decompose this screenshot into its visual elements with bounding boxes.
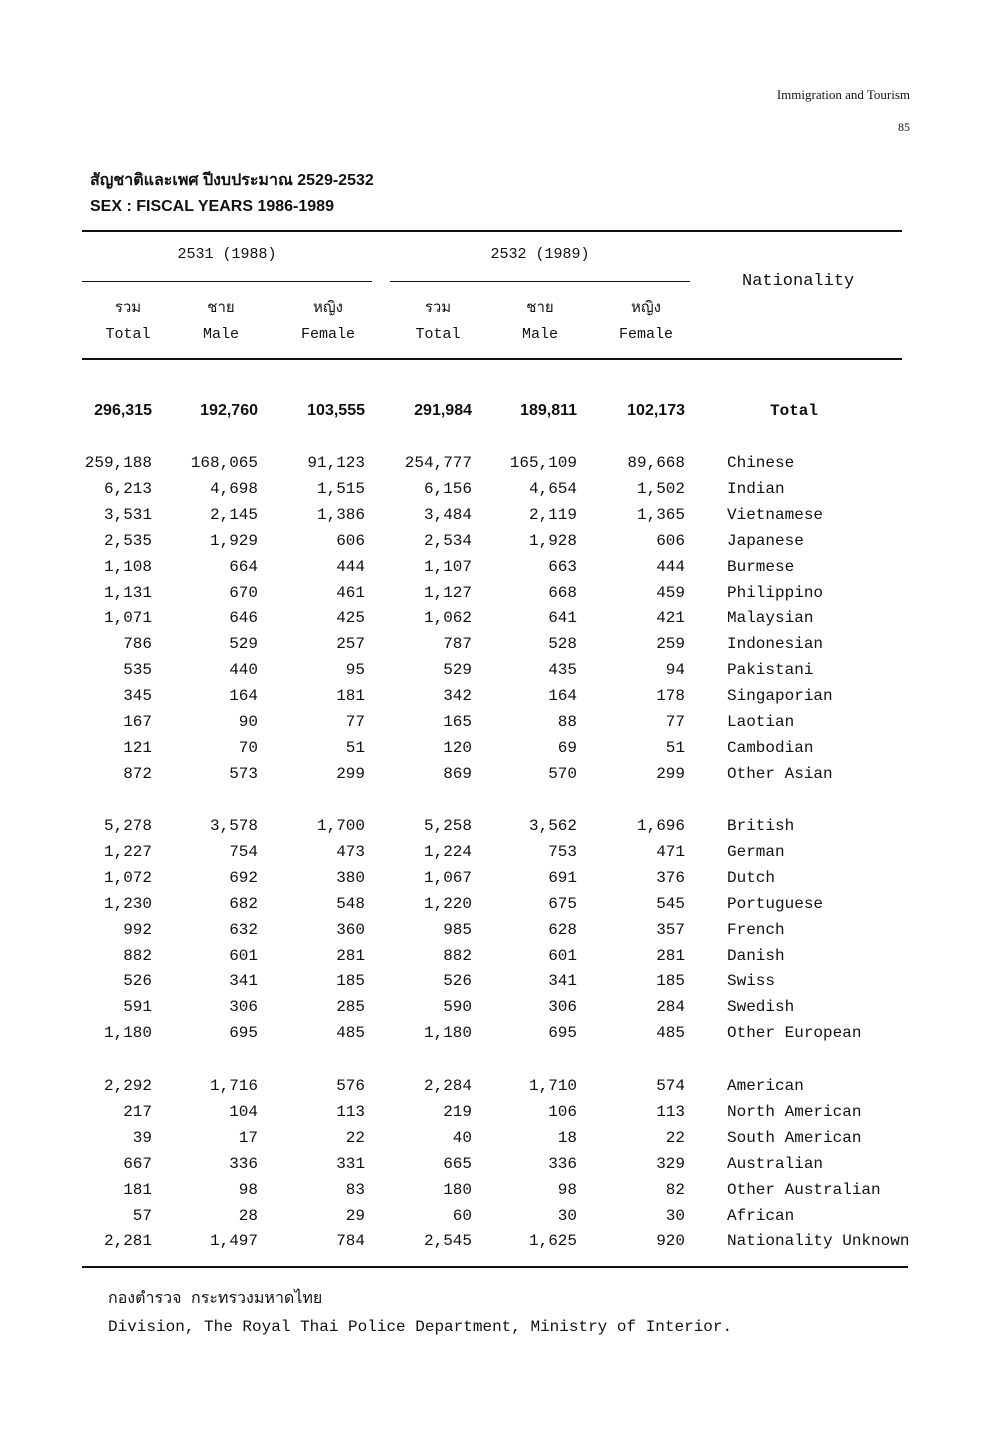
column-header-thai: ชาย bbox=[207, 300, 235, 317]
value-cell: 51 bbox=[345, 739, 365, 757]
value-cell: 192,760 bbox=[200, 402, 258, 419]
value-cell: 98 bbox=[557, 1181, 577, 1199]
value-cell: 2,545 bbox=[423, 1232, 472, 1250]
value-cell: 753 bbox=[548, 843, 577, 861]
value-cell: 164 bbox=[229, 687, 258, 705]
value-cell: 168,065 bbox=[190, 454, 258, 472]
value-cell: 1,127 bbox=[423, 584, 472, 602]
value-cell: 341 bbox=[229, 972, 258, 990]
value-cell: 2,534 bbox=[423, 532, 472, 550]
page-header bbox=[777, 86, 910, 136]
value-cell: 1,071 bbox=[103, 609, 152, 627]
table-row bbox=[0, 580, 990, 606]
value-cell: 473 bbox=[336, 843, 365, 861]
value-cell: 6,156 bbox=[423, 480, 472, 498]
value-cell: 882 bbox=[443, 947, 472, 965]
nationality-label: Swiss bbox=[727, 972, 776, 990]
table-title bbox=[90, 168, 374, 220]
year-rule-1989 bbox=[390, 281, 690, 282]
source-thai: กองตำรวจ กระทรวงมหาดไทย bbox=[108, 1290, 323, 1308]
value-cell: 254,777 bbox=[404, 454, 472, 472]
value-cell: 591 bbox=[123, 998, 152, 1016]
value-cell: 102,173 bbox=[627, 402, 685, 419]
page-number: 85 bbox=[898, 120, 910, 134]
value-cell: 185 bbox=[656, 972, 685, 990]
column-header-english: Total bbox=[105, 326, 151, 343]
table-row bbox=[0, 968, 990, 994]
value-cell: 30 bbox=[557, 1207, 577, 1225]
value-cell: 306 bbox=[229, 998, 258, 1016]
value-cell: 181 bbox=[123, 1181, 152, 1199]
column-header-thai: หญิง bbox=[631, 300, 661, 317]
top-rule bbox=[82, 230, 902, 232]
value-cell: 165 bbox=[443, 713, 472, 731]
nationality-label: German bbox=[727, 843, 785, 861]
table-row bbox=[0, 1177, 990, 1203]
value-cell: 664 bbox=[229, 558, 258, 576]
table-row bbox=[0, 735, 990, 761]
source-note bbox=[108, 1285, 732, 1341]
value-cell: 106 bbox=[548, 1103, 577, 1121]
value-cell: 545 bbox=[656, 895, 685, 913]
nationality-label: Swedish bbox=[727, 998, 795, 1016]
table-row bbox=[0, 1073, 990, 1099]
value-cell: 2,292 bbox=[103, 1077, 152, 1095]
value-cell: 2,119 bbox=[528, 506, 577, 524]
column-header-0 bbox=[83, 296, 173, 348]
nationality-label: Japanese bbox=[727, 532, 804, 550]
value-cell: 548 bbox=[336, 895, 365, 913]
value-cell: 1,062 bbox=[423, 609, 472, 627]
value-cell: 461 bbox=[336, 584, 365, 602]
nationality-label: Dutch bbox=[727, 869, 776, 887]
value-cell: 471 bbox=[656, 843, 685, 861]
value-cell: 1,227 bbox=[103, 843, 152, 861]
table-row bbox=[0, 1020, 990, 1046]
value-cell: 1,067 bbox=[423, 869, 472, 887]
value-cell: 3,531 bbox=[103, 506, 152, 524]
value-cell: 329 bbox=[656, 1155, 685, 1173]
table-row bbox=[0, 450, 990, 476]
value-cell: 1,107 bbox=[423, 558, 472, 576]
value-cell: 526 bbox=[443, 972, 472, 990]
value-cell: 83 bbox=[345, 1181, 365, 1199]
value-cell: 22 bbox=[345, 1129, 365, 1147]
table-row bbox=[0, 709, 990, 735]
column-header-english: Male bbox=[202, 326, 239, 343]
value-cell: 69 bbox=[557, 739, 577, 757]
value-cell: 28 bbox=[238, 1207, 258, 1225]
table-row bbox=[0, 1228, 990, 1254]
nationality-label: Vietnamese bbox=[727, 506, 824, 524]
table-row bbox=[0, 917, 990, 943]
table-row bbox=[0, 476, 990, 502]
value-cell: 336 bbox=[229, 1155, 258, 1173]
value-cell: 3,578 bbox=[209, 817, 258, 835]
value-cell: 167 bbox=[123, 713, 152, 731]
value-cell: 189,811 bbox=[520, 402, 577, 419]
value-cell: 574 bbox=[656, 1077, 685, 1095]
value-cell: 570 bbox=[548, 765, 577, 783]
nationality-header: Nationality bbox=[742, 272, 855, 291]
nationality-label: Portuguese bbox=[727, 895, 824, 913]
value-cell: 3,484 bbox=[423, 506, 472, 524]
value-cell: 281 bbox=[656, 947, 685, 965]
value-cell: 695 bbox=[548, 1024, 577, 1042]
nationality-label: Singaporian bbox=[727, 687, 833, 705]
value-cell: 299 bbox=[656, 765, 685, 783]
value-cell: 459 bbox=[656, 584, 685, 602]
value-cell: 606 bbox=[336, 532, 365, 550]
value-cell: 30 bbox=[665, 1207, 685, 1225]
value-cell: 104 bbox=[229, 1103, 258, 1121]
header-bottom-rule bbox=[82, 358, 902, 360]
value-cell: 682 bbox=[229, 895, 258, 913]
value-cell: 77 bbox=[665, 713, 685, 731]
value-cell: 1,131 bbox=[103, 584, 152, 602]
title-thai: สัญชาติและเพศ ปีงบประมาณ 2529-2532 bbox=[90, 172, 374, 189]
table-row bbox=[0, 994, 990, 1020]
year-header-1988: 2531 (1988) bbox=[177, 246, 277, 263]
value-cell: 663 bbox=[548, 558, 577, 576]
value-cell: 181 bbox=[336, 687, 365, 705]
value-cell: 1,716 bbox=[209, 1077, 258, 1095]
value-cell: 103,555 bbox=[307, 402, 365, 419]
value-cell: 1,625 bbox=[528, 1232, 577, 1250]
value-cell: 692 bbox=[229, 869, 258, 887]
nationality-label: North American bbox=[727, 1103, 862, 1121]
value-cell: 1,180 bbox=[103, 1024, 152, 1042]
column-header-thai: หญิง bbox=[313, 300, 343, 317]
nationality-label: Indonesian bbox=[727, 635, 824, 653]
nationality-label: Other Asian bbox=[727, 765, 833, 783]
value-cell: 601 bbox=[548, 947, 577, 965]
value-cell: 1,072 bbox=[103, 869, 152, 887]
table-row bbox=[0, 683, 990, 709]
value-cell: 113 bbox=[336, 1103, 365, 1121]
column-header-english: Male bbox=[521, 326, 558, 343]
value-cell: 872 bbox=[123, 765, 152, 783]
value-cell: 646 bbox=[229, 609, 258, 627]
table-row bbox=[0, 1125, 990, 1151]
nationality-label: Malaysian bbox=[727, 609, 814, 627]
column-header-thai: รวม bbox=[424, 300, 452, 317]
table-row bbox=[0, 1203, 990, 1229]
value-cell: 1,497 bbox=[209, 1232, 258, 1250]
nationality-label: Other European bbox=[727, 1024, 862, 1042]
value-cell: 2,145 bbox=[209, 506, 258, 524]
value-cell: 6,213 bbox=[103, 480, 152, 498]
value-cell: 284 bbox=[656, 998, 685, 1016]
column-header-thai: ชาย bbox=[526, 300, 554, 317]
value-cell: 1,700 bbox=[316, 817, 365, 835]
value-cell: 1,928 bbox=[528, 532, 577, 550]
value-cell: 357 bbox=[656, 921, 685, 939]
value-cell: 1,180 bbox=[423, 1024, 472, 1042]
value-cell: 869 bbox=[443, 765, 472, 783]
value-cell: 3,562 bbox=[528, 817, 577, 835]
table-row bbox=[0, 605, 990, 631]
value-cell: 992 bbox=[123, 921, 152, 939]
value-cell: 754 bbox=[229, 843, 258, 861]
value-cell: 40 bbox=[452, 1129, 472, 1147]
year-rule-1988 bbox=[82, 281, 372, 282]
table-row bbox=[0, 502, 990, 528]
value-cell: 667 bbox=[123, 1155, 152, 1173]
value-cell: 1,220 bbox=[423, 895, 472, 913]
value-cell: 985 bbox=[443, 921, 472, 939]
nationality-label: British bbox=[727, 817, 795, 835]
value-cell: 281 bbox=[336, 947, 365, 965]
value-cell: 1,224 bbox=[423, 843, 472, 861]
value-cell: 1,515 bbox=[316, 480, 365, 498]
value-cell: 88 bbox=[557, 713, 577, 731]
value-cell: 1,386 bbox=[316, 506, 365, 524]
table-row bbox=[0, 813, 990, 839]
value-cell: 336 bbox=[548, 1155, 577, 1173]
table-row bbox=[0, 839, 990, 865]
value-cell: 787 bbox=[443, 635, 472, 653]
nationality-label: Pakistani bbox=[727, 661, 814, 679]
value-cell: 4,698 bbox=[209, 480, 258, 498]
table-row bbox=[0, 1151, 990, 1177]
column-header-english: Female bbox=[618, 326, 673, 343]
value-cell: 576 bbox=[336, 1077, 365, 1095]
value-cell: 668 bbox=[548, 584, 577, 602]
nationality-label: Chinese bbox=[727, 454, 795, 472]
value-cell: 376 bbox=[656, 869, 685, 887]
title-english: SEX : FISCAL YEARS 1986-1989 bbox=[90, 198, 334, 215]
column-header-english: Female bbox=[300, 326, 355, 343]
value-cell: 675 bbox=[548, 895, 577, 913]
value-cell: 485 bbox=[336, 1024, 365, 1042]
value-cell: 601 bbox=[229, 947, 258, 965]
column-header-5 bbox=[601, 296, 691, 348]
value-cell: 17 bbox=[238, 1129, 258, 1147]
table-row bbox=[0, 865, 990, 891]
value-cell: 444 bbox=[656, 558, 685, 576]
value-cell: 786 bbox=[123, 635, 152, 653]
value-cell: 1,502 bbox=[636, 480, 685, 498]
value-cell: 5,278 bbox=[103, 817, 152, 835]
value-cell: 259 bbox=[656, 635, 685, 653]
value-cell: 57 bbox=[132, 1207, 152, 1225]
value-cell: 120 bbox=[443, 739, 472, 757]
year-header-1989: 2532 (1989) bbox=[490, 246, 590, 263]
column-header-english: Total bbox=[415, 326, 461, 343]
value-cell: 632 bbox=[229, 921, 258, 939]
nationality-label: Total bbox=[770, 402, 819, 420]
value-cell: 165,109 bbox=[509, 454, 577, 472]
value-cell: 380 bbox=[336, 869, 365, 887]
value-cell: 39 bbox=[132, 1129, 152, 1147]
value-cell: 299 bbox=[336, 765, 365, 783]
value-cell: 535 bbox=[123, 661, 152, 679]
value-cell: 29 bbox=[345, 1207, 365, 1225]
value-cell: 691 bbox=[548, 869, 577, 887]
value-cell: 2,281 bbox=[103, 1232, 152, 1250]
value-cell: 89,668 bbox=[627, 454, 685, 472]
bottom-rule bbox=[82, 1266, 908, 1268]
nationality-label: French bbox=[727, 921, 785, 939]
value-cell: 4,654 bbox=[528, 480, 577, 498]
value-cell: 180 bbox=[443, 1181, 472, 1199]
value-cell: 784 bbox=[336, 1232, 365, 1250]
table-row bbox=[0, 761, 990, 787]
value-cell: 2,284 bbox=[423, 1077, 472, 1095]
table-row bbox=[0, 943, 990, 969]
value-cell: 94 bbox=[665, 661, 685, 679]
nationality-label: Nationality Unknown bbox=[727, 1232, 910, 1250]
nationality-label: Burmese bbox=[727, 558, 795, 576]
nationality-label: American bbox=[727, 1077, 804, 1095]
table-row bbox=[0, 891, 990, 917]
value-cell: 259,188 bbox=[84, 454, 152, 472]
value-cell: 421 bbox=[656, 609, 685, 627]
value-cell: 219 bbox=[443, 1103, 472, 1121]
value-cell: 178 bbox=[656, 687, 685, 705]
value-cell: 1,929 bbox=[209, 532, 258, 550]
value-cell: 341 bbox=[548, 972, 577, 990]
column-header-1 bbox=[176, 296, 266, 348]
value-cell: 1,710 bbox=[528, 1077, 577, 1095]
value-cell: 121 bbox=[123, 739, 152, 757]
value-cell: 435 bbox=[548, 661, 577, 679]
column-header-2 bbox=[283, 296, 373, 348]
value-cell: 22 bbox=[665, 1129, 685, 1147]
value-cell: 440 bbox=[229, 661, 258, 679]
value-cell: 70 bbox=[238, 739, 258, 757]
value-cell: 695 bbox=[229, 1024, 258, 1042]
value-cell: 573 bbox=[229, 765, 258, 783]
value-cell: 2,535 bbox=[103, 532, 152, 550]
value-cell: 590 bbox=[443, 998, 472, 1016]
value-cell: 526 bbox=[123, 972, 152, 990]
nationality-label: Danish bbox=[727, 947, 785, 965]
value-cell: 628 bbox=[548, 921, 577, 939]
value-cell: 360 bbox=[336, 921, 365, 939]
value-cell: 882 bbox=[123, 947, 152, 965]
value-cell: 529 bbox=[443, 661, 472, 679]
value-cell: 1,365 bbox=[636, 506, 685, 524]
column-header-thai: รวม bbox=[114, 300, 142, 317]
nationality-label: Laotian bbox=[727, 713, 795, 731]
nationality-label: South American bbox=[727, 1129, 862, 1147]
table-row bbox=[0, 554, 990, 580]
source-english: Division, The Royal Thai Police Department, Ministry of Interior. bbox=[108, 1318, 733, 1336]
value-cell: 60 bbox=[452, 1207, 472, 1225]
value-cell: 91,123 bbox=[307, 454, 365, 472]
value-cell: 342 bbox=[443, 687, 472, 705]
value-cell: 291,984 bbox=[414, 402, 472, 419]
running-title: Immigration and Tourism bbox=[776, 87, 910, 102]
nationality-label: Other Australian bbox=[727, 1181, 881, 1199]
value-cell: 1,230 bbox=[103, 895, 152, 913]
value-cell: 296,315 bbox=[94, 402, 152, 419]
column-header-3 bbox=[393, 296, 483, 348]
table-row bbox=[0, 528, 990, 554]
value-cell: 18 bbox=[557, 1129, 577, 1147]
nationality-label: Cambodian bbox=[727, 739, 814, 757]
nationality-label: African bbox=[727, 1207, 795, 1225]
value-cell: 1,696 bbox=[636, 817, 685, 835]
value-cell: 665 bbox=[443, 1155, 472, 1173]
value-cell: 164 bbox=[548, 687, 577, 705]
total-row bbox=[0, 398, 990, 424]
value-cell: 425 bbox=[336, 609, 365, 627]
value-cell: 51 bbox=[665, 739, 685, 757]
value-cell: 77 bbox=[345, 713, 365, 731]
value-cell: 641 bbox=[548, 609, 577, 627]
value-cell: 113 bbox=[656, 1103, 685, 1121]
nationality-label: Indian bbox=[727, 480, 785, 498]
value-cell: 528 bbox=[548, 635, 577, 653]
value-cell: 1,108 bbox=[103, 558, 152, 576]
value-cell: 920 bbox=[656, 1232, 685, 1250]
table-row bbox=[0, 1099, 990, 1125]
table-row bbox=[0, 631, 990, 657]
value-cell: 90 bbox=[238, 713, 258, 731]
value-cell: 331 bbox=[336, 1155, 365, 1173]
value-cell: 257 bbox=[336, 635, 365, 653]
value-cell: 82 bbox=[665, 1181, 685, 1199]
value-cell: 485 bbox=[656, 1024, 685, 1042]
value-cell: 5,258 bbox=[423, 817, 472, 835]
value-cell: 444 bbox=[336, 558, 365, 576]
value-cell: 306 bbox=[548, 998, 577, 1016]
value-cell: 285 bbox=[336, 998, 365, 1016]
value-cell: 345 bbox=[123, 687, 152, 705]
nationality-label: Philippino bbox=[727, 584, 824, 602]
nationality-label: Australian bbox=[727, 1155, 824, 1173]
column-header-4 bbox=[495, 296, 585, 348]
value-cell: 95 bbox=[345, 661, 365, 679]
value-cell: 185 bbox=[336, 972, 365, 990]
value-cell: 217 bbox=[123, 1103, 152, 1121]
value-cell: 98 bbox=[238, 1181, 258, 1199]
table-row bbox=[0, 657, 990, 683]
value-cell: 606 bbox=[656, 532, 685, 550]
value-cell: 529 bbox=[229, 635, 258, 653]
value-cell: 670 bbox=[229, 584, 258, 602]
